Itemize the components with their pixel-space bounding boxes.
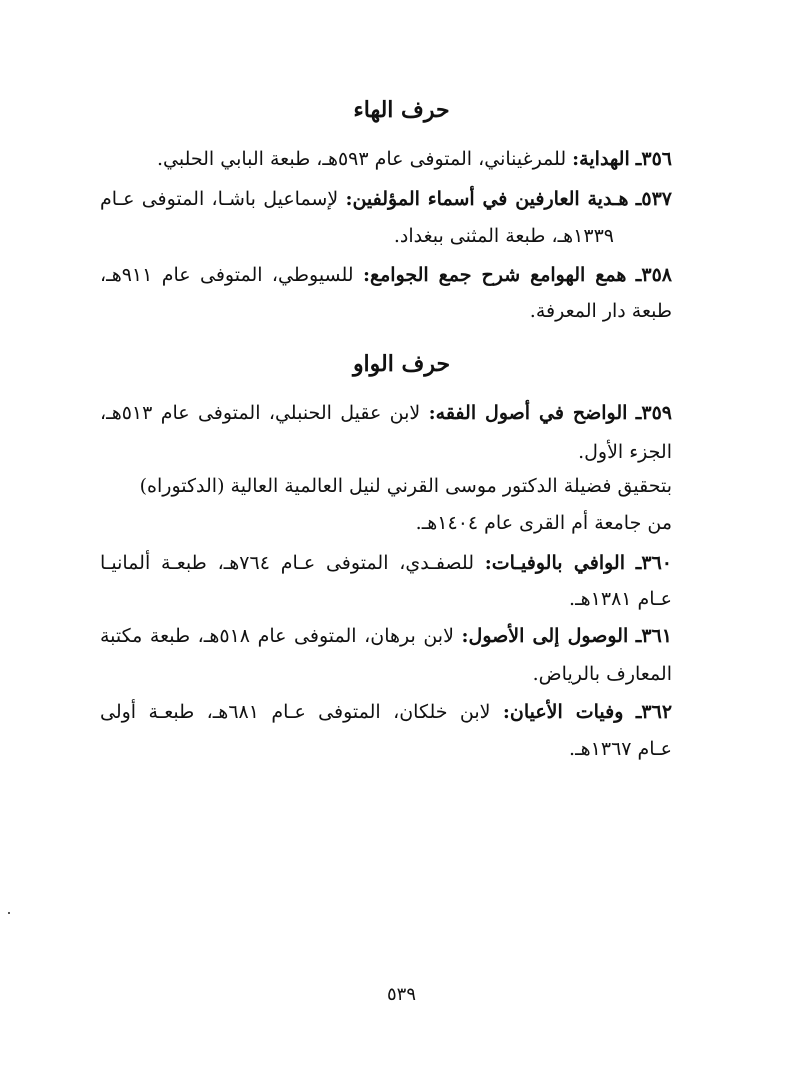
entry-title: هـدية العارفين في أسماء المؤلفين: xyxy=(345,188,629,210)
entry-text: لابن خلكان، المتوفى عـام ٦٨١هـ، طبعـة أولى xyxy=(100,701,491,723)
entry-title: الوصول إلى الأصول: xyxy=(461,625,629,647)
entry-title: الهداية: xyxy=(572,148,630,170)
entry-360-line-2: عـام ١٣٨١هـ. xyxy=(569,588,672,610)
entry-359-line-2: الجزء الأول. xyxy=(578,441,672,463)
entry-358-line-1 xyxy=(100,260,672,290)
entry-title: الوافي بالوفيـات: xyxy=(484,552,625,574)
entry-text: لابن برهان، المتوفى عام ٥١٨هـ، طبعة مكتبة xyxy=(100,625,454,647)
entry-359-line-1 xyxy=(100,398,672,428)
entry-360-line-1 xyxy=(100,548,672,578)
entry-537-line-2: ١٣٣٩هـ، طبعة المثنى ببغداد. xyxy=(393,225,614,247)
entry-361-line-1 xyxy=(100,621,672,651)
entry-537-line-1 xyxy=(100,184,672,214)
entry-text: لإسماعيل باشـا، المتوفى عـام xyxy=(100,188,339,210)
entry-text: لابن عقيل الحنبلي، المتوفى عام ٥١٣هـ، xyxy=(100,402,421,424)
entry-359-line-4: من جامعة أم القرى عام ١٤٠٤هـ. xyxy=(415,512,672,534)
entry-358-line-2: طبعة دار المعرفة. xyxy=(529,300,672,322)
entry-text: للسيوطي، المتوفى عام ٩١١هـ، xyxy=(100,264,354,286)
entry-text: للصفـدي، المتوفى عـام ٧٦٤هـ، طبعـة ألمانيـا xyxy=(100,552,474,574)
entry-number: ٥٣٧ـ xyxy=(635,188,672,210)
section-heading-haa: حرف الهاء xyxy=(353,97,450,123)
entry-number: ٣٦١ـ xyxy=(635,625,672,647)
entry-361-line-2: المعارف بالرياض. xyxy=(532,663,672,685)
entry-text: للمرغيناني، المتوفى عام ٥٩٣هـ، طبعة البابي الحلبي. xyxy=(156,148,567,170)
entry-number: ٣٥٦ـ xyxy=(635,148,672,170)
entry-title: وفيات الأعيان: xyxy=(502,701,624,723)
entry-359-line-3: بتحقيق فضيلة الدكتور موسى القرني لنيل العالمية العالية (الدكتوراه) xyxy=(139,475,672,497)
page-number: ٥٣٩ xyxy=(386,984,416,1005)
section-heading-waw: حرف الواو xyxy=(352,351,451,377)
entry-number: ٣٥٨ـ xyxy=(635,264,672,286)
entry-number: ٣٦٠ـ xyxy=(635,552,672,574)
entry-title: الواضح في أصول الفقه: xyxy=(428,402,628,424)
entry-number: ٣٥٩ـ xyxy=(635,402,672,424)
entry-362-line-1 xyxy=(100,697,672,727)
entry-356-line-1 xyxy=(100,144,672,174)
entry-number: ٣٦٢ـ xyxy=(635,701,673,723)
scan-speck xyxy=(8,912,10,914)
entry-362-line-2: عـام ١٣٦٧هـ. xyxy=(569,738,672,760)
entry-title: همع الهوامع شرح جمع الجوامع: xyxy=(362,264,627,286)
